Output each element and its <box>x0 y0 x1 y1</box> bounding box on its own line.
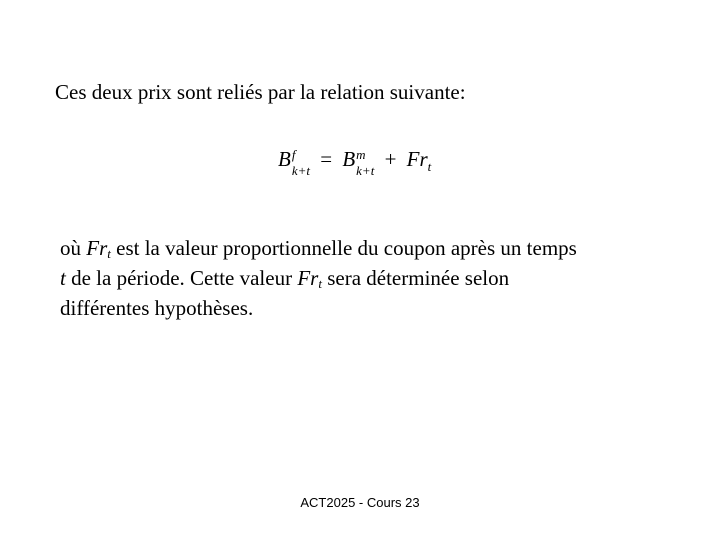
line1-var: Fr <box>86 236 108 260</box>
paragraph-line-1 <box>60 233 670 263</box>
line2-var: Fr <box>297 266 319 290</box>
formula-lhs-sup: f <box>291 147 296 162</box>
intro-text: Ces deux prix sont reliés par la relation suivante: <box>55 80 466 104</box>
line2-var-t: t <box>60 266 66 290</box>
explanation-paragraph <box>60 233 670 323</box>
line2-middle: de la période. Cette valeur <box>65 266 298 290</box>
formula-lhs-sub: k+t <box>291 163 310 178</box>
formula-plus: + <box>384 147 397 171</box>
line1-sub: t <box>107 246 111 261</box>
paragraph-line-2 <box>60 263 670 293</box>
formula-term1-sup: m <box>356 147 366 162</box>
formula-lhs-indices <box>292 148 310 177</box>
formula <box>278 148 431 177</box>
line2-suffix: sera déterminée selon <box>321 266 510 290</box>
line2-sub: t <box>318 276 322 291</box>
formula-term2-sub: t <box>427 159 432 174</box>
formula-term1-sub: k+t <box>356 163 375 178</box>
formula-term2-base: Fr <box>406 147 428 171</box>
line1-prefix: où <box>60 236 87 260</box>
formula-equals: = <box>320 147 333 171</box>
formula-term1-indices <box>356 148 374 177</box>
formula-lhs-base: B <box>278 147 291 171</box>
slide-footer: ACT2025 - Cours 23 <box>300 495 420 510</box>
paragraph-line-3: différentes hypothèses. <box>60 296 254 320</box>
line1-suffix: est la valeur proportionnelle du coupon après un temps <box>110 236 577 260</box>
formula-term1-base: B <box>342 147 356 171</box>
